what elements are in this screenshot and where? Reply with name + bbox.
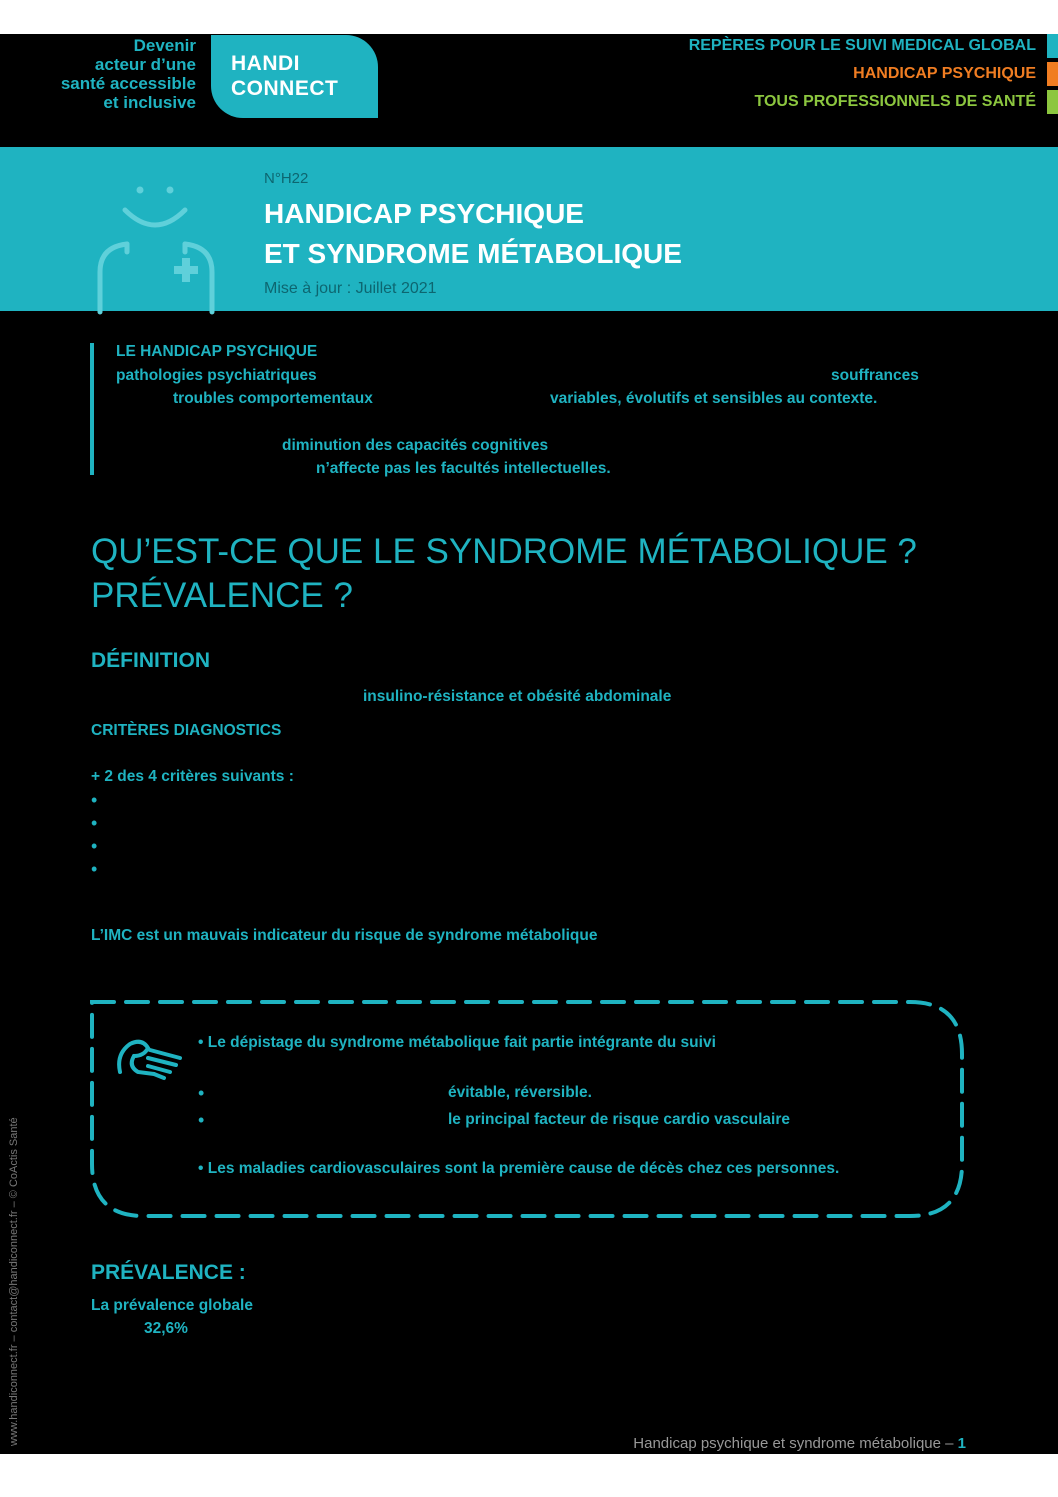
intro-souffrances: souffrances <box>831 367 919 384</box>
page-number: 1 <box>957 1435 966 1452</box>
category-bar-green <box>1047 90 1058 114</box>
logo: HANDI CONNECT <box>231 52 339 100</box>
prevalence-label: La prévalence globale <box>91 1297 253 1314</box>
sheet-number: N°H22 <box>264 170 309 187</box>
criteria-bullet: • <box>91 790 98 810</box>
keypoint-bullet: • <box>198 1110 205 1130</box>
keypoint-2: évitable, réversible. <box>448 1084 592 1101</box>
intro-variables: variables, évolutifs et sensibles au contexte. <box>550 390 878 407</box>
section-heading: QU’EST-CE QUE LE SYNDROME MÉTABOLIQUE ? PRÉVALENCE ? <box>91 532 917 615</box>
prevalence-value: 32,6% <box>144 1320 188 1337</box>
keypoints-box <box>90 1000 964 1218</box>
tagline: Devenir acteur d’une santé accessible et inclusive <box>60 36 196 112</box>
keypoint-1: • Le dépistage du syndrome métabolique fait partie intégrante du suivi <box>198 1034 716 1051</box>
intro-accent-bar <box>90 343 94 475</box>
category-bar-orange <box>1047 62 1058 86</box>
category-bar-teal <box>1047 34 1058 58</box>
intro-pathologies: pathologies psychiatriques <box>116 367 317 384</box>
criteria-bullet: • <box>91 859 98 879</box>
page <box>0 34 1058 1454</box>
side-credits: www.handiconnect.fr – contact@handiconnect.fr – © CoActis Santé <box>8 1117 20 1446</box>
criteria-bullet: • <box>91 813 98 833</box>
smiling-doctor-icon <box>92 182 222 317</box>
criteria-bullet: • <box>91 836 98 856</box>
page-footer: Handicap psychique et syndrome métabolique – 1 <box>633 1435 966 1452</box>
imc-note: L’IMC est un mauvais indicateur du risque de syndrome métabolique <box>91 927 598 944</box>
pointing-hand-icon <box>114 1034 186 1082</box>
keypoint-bullet: • <box>198 1083 205 1103</box>
category-global: REPÈRES POUR LE SUIVI MEDICAL GLOBAL <box>688 37 1036 54</box>
keypoint-4: • Les maladies cardiovasculaires sont la première cause de décès chez ces personnes. <box>198 1160 840 1177</box>
criteria-intro: + 2 des 4 critères suivants : <box>91 768 294 785</box>
category-audience: TOUS PROFESSIONNELS DE SANTÉ <box>754 93 1036 110</box>
definition-title: DÉFINITION <box>91 649 210 672</box>
update-date: Mise à jour : Juillet 2021 <box>264 280 437 297</box>
intro-facultes: n’affecte pas les facultés intellectuelles. <box>316 460 611 477</box>
category-handicap: HANDICAP PSYCHIQUE <box>853 65 1036 82</box>
keypoint-3: le principal facteur de risque cardio vasculaire <box>448 1111 790 1128</box>
intro-troubles: troubles comportementaux <box>173 390 373 407</box>
criteria-title: CRITÈRES DIAGNOSTICS <box>91 722 282 739</box>
prevalence-title: PRÉVALENCE : <box>91 1261 246 1284</box>
page-title: HANDICAP PSYCHIQUE ET SYNDROME MÉTABOLIQUE <box>264 198 682 269</box>
definition-text: insulino-résistance et obésité abdominale <box>363 688 672 705</box>
intro-diminution: diminution des capacités cognitives <box>282 437 549 454</box>
intro-heading: LE HANDICAP PSYCHIQUE <box>116 343 318 360</box>
